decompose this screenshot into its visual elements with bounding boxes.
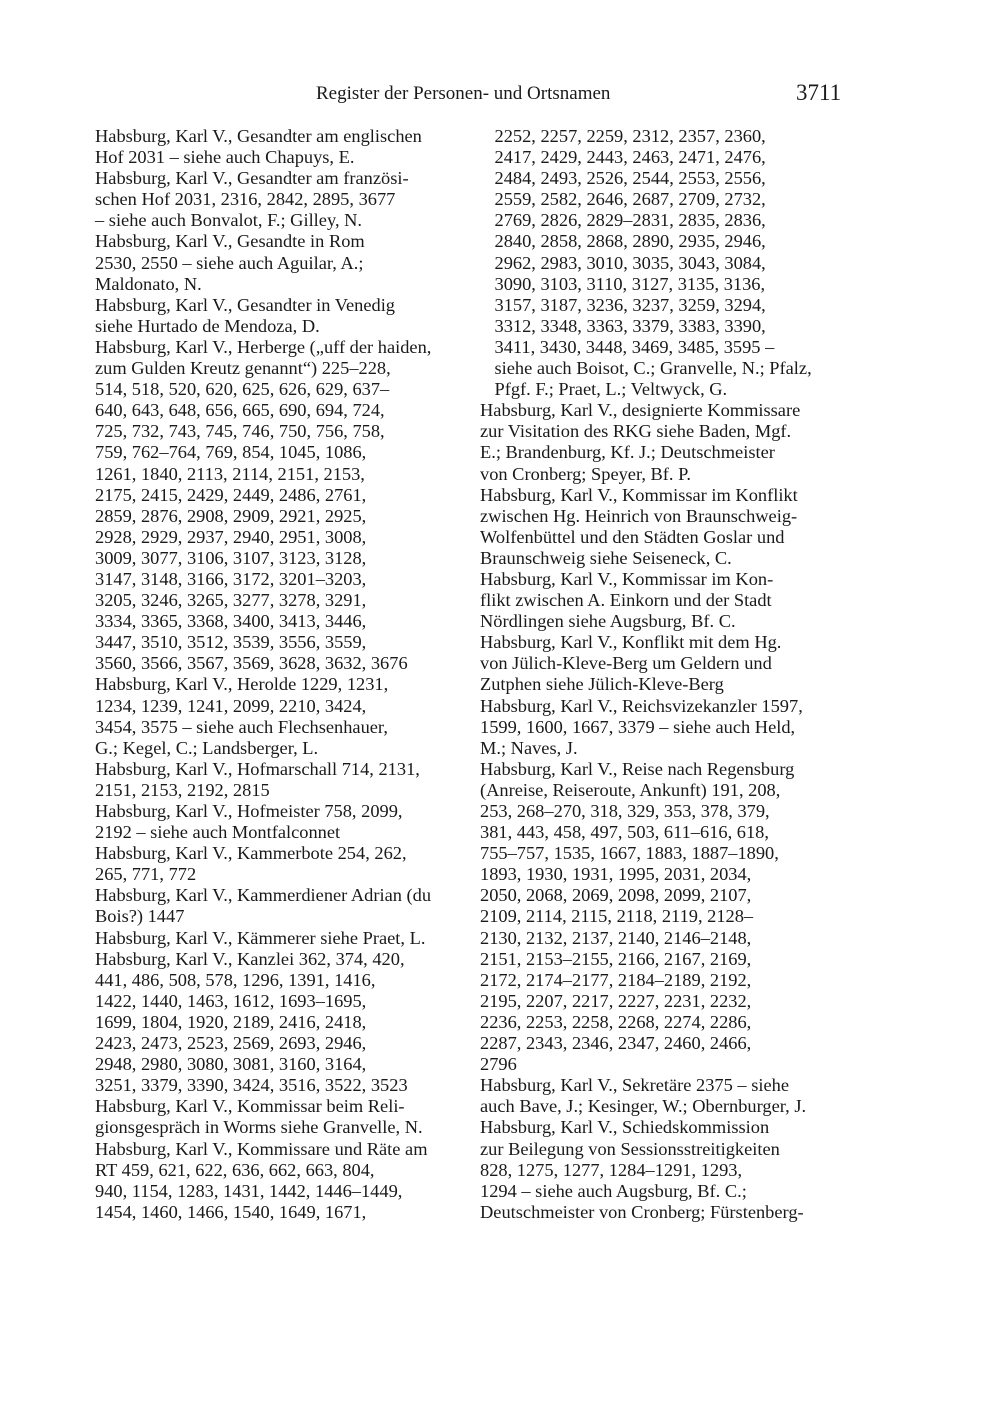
index-entry-line: Habsburg, Karl V., Kommissare und Räte am — [95, 1138, 428, 1159]
index-entry — [95, 1139, 463, 1223]
index-entry-line: schen Hof 2031, 2316, 2842, 2895, 3677 — [95, 189, 396, 210]
index-entry — [95, 126, 463, 168]
index-entry-line: 1294 – siehe auch Augsburg, Bf. C.; — [480, 1180, 747, 1201]
index-entry-line: 2859, 2876, 2908, 2909, 2921, 2925, — [95, 505, 367, 526]
index-entry — [95, 168, 463, 231]
index-entry — [480, 1117, 848, 1222]
index-entry-line: RT 459, 621, 622, 636, 662, 663, 804, — [95, 1159, 375, 1180]
index-entry — [480, 400, 848, 484]
index-entry-line: Habsburg, Karl V., Gesandter am französi- — [95, 168, 409, 189]
index-entry-line: Habsburg, Karl V., Gesandte in Rom — [95, 231, 365, 252]
index-column-left — [95, 126, 463, 1223]
index-entry-line: flikt zwischen A. Einkorn und der Stadt — [480, 590, 772, 611]
index-entry — [95, 885, 463, 927]
index-entry-line: 2417, 2429, 2443, 2463, 2471, 2476, — [494, 147, 766, 168]
index-entry-line: auch Bave, J.; Kesinger, W.; Obernburger, J. — [480, 1096, 807, 1117]
running-header-title: Register der Personen- und Ortsnamen — [316, 83, 611, 104]
index-entry-continuation — [480, 126, 848, 400]
index-entry-line: Nördlingen siehe Augsburg, Bf. C. — [480, 611, 736, 632]
index-entry — [95, 843, 463, 885]
index-entry — [95, 337, 463, 675]
index-entry — [95, 231, 463, 294]
index-entry-line: Habsburg, Karl V., Kämmerer siehe Praet, L. — [95, 927, 426, 948]
index-entry-line: Habsburg, Karl V., Reichsvizekanzler 1597, — [480, 695, 803, 716]
index-entry-line: 2130, 2132, 2137, 2140, 2146–2148, — [480, 927, 752, 948]
index-entry-line: Habsburg, Karl V., Schiedskommission — [480, 1117, 770, 1138]
index-entry-line: 3454, 3575 – siehe auch Flechsenhauer, — [95, 716, 388, 737]
index-entry-line: 3251, 3379, 3390, 3424, 3516, 3522, 3523 — [95, 1075, 408, 1096]
index-entry-line: Bois?) 1447 — [95, 906, 185, 927]
index-entry-line: gionsgespräch in Worms siehe Granvelle, N. — [95, 1117, 423, 1138]
index-entry-line: zur Visitation des RKG siehe Baden, Mgf. — [480, 421, 792, 442]
index-entry-line: 441, 486, 508, 578, 1296, 1391, 1416, — [95, 969, 376, 990]
index-entry-line: 2050, 2068, 2069, 2098, 2099, 2107, — [480, 885, 752, 906]
index-entry-line: Pfgf. F.; Praet, L.; Veltwyck, G. — [494, 379, 728, 400]
index-entry-line: Habsburg, Karl V., Reise nach Regensburg — [480, 758, 795, 779]
index-entry-line: 2109, 2114, 2115, 2118, 2119, 2128– — [480, 906, 754, 927]
index-entry-line: Habsburg, Karl V., Hofmeister 758, 2099, — [95, 801, 403, 821]
index-entry-line: 3334, 3365, 3368, 3400, 3413, 3446, — [95, 611, 367, 632]
index-entry-line: 1261, 1840, 2113, 2114, 2151, 2153, — [95, 463, 365, 484]
index-entry-line: 3560, 3566, 3567, 3569, 3628, 3632, 3676 — [95, 653, 408, 674]
index-entry — [95, 674, 463, 758]
index-entry-line: Habsburg, Karl V., designierte Kommissare — [480, 400, 801, 421]
index-entry-line: G.; Kegel, C.; Landsberger, L. — [95, 737, 319, 758]
index-entry-line: Habsburg, Karl V., Sekretäre 2375 – siehe — [480, 1075, 790, 1096]
index-entry-line: 2840, 2858, 2868, 2890, 2935, 2946, — [494, 231, 766, 252]
index-entry-line: 759, 762–764, 769, 854, 1045, 1086, — [95, 442, 367, 463]
index-entry-line: 3157, 3187, 3236, 3237, 3259, 3294, — [494, 294, 766, 315]
index-entry-line: 2423, 2473, 2523, 2569, 2693, 2946, — [95, 1033, 367, 1054]
index-entry-line: Habsburg, Karl V., Kammerbote 254, 262, — [95, 843, 407, 864]
index-entry-line: Wolfenbüttel und den Städten Goslar und — [480, 526, 785, 547]
index-entry-line: 1699, 1804, 1920, 2189, 2416, 2418, — [95, 1011, 367, 1032]
index-entry-line: 2236, 2253, 2258, 2268, 2274, 2286, — [480, 1011, 752, 1032]
index-entry-line: 640, 643, 648, 656, 665, 690, 694, 724, — [95, 400, 385, 421]
index-entry — [480, 1075, 848, 1117]
index-entry-line: zum Gulden Kreutz genannt“) 225–228, — [95, 358, 391, 379]
index-entry — [480, 485, 848, 569]
index-entry-line: 253, 268–270, 318, 329, 353, 378, 379, — [480, 801, 770, 821]
index-entry-line: Habsburg, Karl V., Kanzlei 362, 374, 420, — [95, 948, 405, 969]
index-entry-line: Habsburg, Karl V., Kommissar im Konflikt — [480, 484, 798, 505]
index-entry-line: zur Beilegung von Sessionsstreitigkeiten — [480, 1138, 780, 1159]
index-entry-line: M.; Naves, J. — [480, 737, 578, 758]
index-entry-line: 2530, 2550 – siehe auch Aguilar, A.; — [95, 252, 364, 273]
index-entry-line: Zutphen siehe Jülich-Kleve-Berg — [480, 674, 724, 695]
index-entry-line: 2252, 2257, 2259, 2312, 2357, 2360, — [494, 126, 766, 146]
index-entry-line: 940, 1154, 1283, 1431, 1442, 1446–1449, — [95, 1180, 403, 1201]
index-entry-line: 1422, 1440, 1463, 1612, 1693–1695, — [95, 990, 367, 1011]
index-entry-line: 2928, 2929, 2937, 2940, 2951, 3008, — [95, 526, 367, 547]
index-entry-line: 2192 – siehe auch Montfalconnet — [95, 822, 341, 843]
index-entry-line: 755–757, 1535, 1667, 1883, 1887–1890, — [480, 843, 779, 864]
index-entry-line: 2287, 2343, 2346, 2347, 2460, 2466, — [480, 1033, 752, 1054]
index-entry-line: siehe auch Boisot, C.; Granvelle, N.; Pfalz, — [494, 358, 812, 379]
index-entry-line: 3090, 3103, 3110, 3127, 3135, 3136, — [494, 273, 766, 294]
index-entry-line: Habsburg, Karl V., Kommissar beim Reli- — [95, 1096, 405, 1117]
index-entry-line: Habsburg, Karl V., Konflikt mit dem Hg. — [480, 632, 782, 653]
index-entry-line: 265, 771, 772 — [95, 864, 197, 885]
index-entry-line: 2796 — [480, 1054, 517, 1075]
index-entry-line: Deutschmeister von Cronberg; Fürstenberg- — [480, 1201, 804, 1222]
index-entry-line: Braunschweig siehe Seiseneck, C. — [480, 547, 732, 568]
index-entry-line: 3009, 3077, 3106, 3107, 3123, 3128, — [95, 547, 367, 568]
index-entry-line: Habsburg, Karl V., Kammerdiener Adrian (du — [95, 885, 432, 906]
index-entry — [95, 949, 463, 1097]
index-entry-line: siehe Hurtado de Mendoza, D. — [95, 315, 320, 336]
index-entry-line: 3205, 3246, 3265, 3277, 3278, 3291, — [95, 590, 367, 611]
index-entry-line: 2172, 2174–2177, 2184–2189, 2192, — [480, 969, 752, 990]
index-entry-line: 2948, 2980, 3080, 3081, 3160, 3164, — [95, 1054, 367, 1075]
index-entry — [95, 295, 463, 337]
index-entry-line: 3447, 3510, 3512, 3539, 3556, 3559, — [95, 632, 367, 653]
index-entry-line: Habsburg, Karl V., Herberge („uff der haiden, — [95, 336, 432, 357]
index-entry — [95, 759, 463, 801]
index-entry-line: 2175, 2415, 2429, 2449, 2486, 2761, — [95, 484, 367, 505]
index-entry-line: 514, 518, 520, 620, 625, 626, 629, 637– — [95, 379, 390, 400]
index-entry-line: E.; Brandenburg, Kf. J.; Deutschmeister — [480, 442, 775, 463]
index-entry-line: 1234, 1239, 1241, 2099, 2210, 3424, — [95, 695, 367, 716]
index-entry-line: Hof 2031 – siehe auch Chapuys, E. — [95, 147, 355, 168]
index-entry-line: Habsburg, Karl V., Gesandter in Venedig — [95, 294, 395, 315]
index-entry-line: 2195, 2207, 2217, 2227, 2231, 2232, — [480, 990, 752, 1011]
index-entry — [480, 696, 848, 759]
index-entry-line: 2559, 2582, 2646, 2687, 2709, 2732, — [494, 189, 766, 210]
index-entry-line: von Jülich-Kleve-Berg um Geldern und — [480, 653, 772, 674]
page-number: 3711 — [796, 80, 842, 105]
index-entry-line: Maldonato, N. — [95, 273, 202, 294]
index-entry-line: Habsburg, Karl V., Kommissar im Kon- — [480, 568, 774, 589]
index-entry-line: 381, 443, 458, 497, 503, 611–616, 618, — [480, 822, 769, 843]
index-entry-line: 1454, 1460, 1466, 1540, 1649, 1671, — [95, 1201, 367, 1222]
index-entry-line: 725, 732, 743, 745, 746, 750, 756, 758, — [95, 421, 385, 442]
index-entry-line: 2151, 2153, 2192, 2815 — [95, 779, 270, 800]
index-entry-line: Habsburg, Karl V., Hofmarschall 714, 2131, — [95, 758, 420, 779]
index-entry-line: Habsburg, Karl V., Herolde 1229, 1231, — [95, 674, 389, 695]
index-entry-line: 3411, 3430, 3448, 3469, 3485, 3595 – — [494, 336, 775, 357]
index-entry — [480, 569, 848, 632]
index-entry — [480, 759, 848, 1075]
index-entry-line: 2484, 2493, 2526, 2544, 2553, 2556, — [494, 168, 766, 189]
index-entry — [95, 928, 463, 949]
index-entry — [480, 632, 848, 695]
index-entry-line: 3147, 3148, 3166, 3172, 3201–3203, — [95, 568, 367, 589]
index-entry-line: – siehe auch Bonvalot, F.; Gilley, N. — [95, 210, 363, 231]
index-entry-line: 828, 1275, 1277, 1284–1291, 1293, — [480, 1159, 743, 1180]
index-entry-line: (Anreise, Reiseroute, Ankunft) 191, 208, — [480, 779, 781, 800]
index-entry-line: Habsburg, Karl V., Gesandter am englischen — [95, 126, 422, 146]
index-entry-line: 2962, 2983, 3010, 3035, 3043, 3084, — [494, 252, 766, 273]
index-entry — [95, 801, 463, 843]
index-entry — [95, 1096, 463, 1138]
index-entry-line: 1599, 1600, 1667, 3379 – siehe auch Held, — [480, 716, 796, 737]
index-column-right — [480, 126, 848, 1223]
index-entry-line: 2769, 2826, 2829–2831, 2835, 2836, — [494, 210, 766, 231]
index-entry-line: 1893, 1930, 1931, 1995, 2031, 2034, — [480, 864, 752, 885]
index-entry-line: von Cronberg; Speyer, Bf. P. — [480, 463, 691, 484]
index-entry-line: 2151, 2153–2155, 2166, 2167, 2169, — [480, 948, 752, 969]
index-entry-line: 3312, 3348, 3363, 3379, 3383, 3390, — [494, 315, 766, 336]
index-entry-line: zwischen Hg. Heinrich von Braunschweig- — [480, 505, 798, 526]
